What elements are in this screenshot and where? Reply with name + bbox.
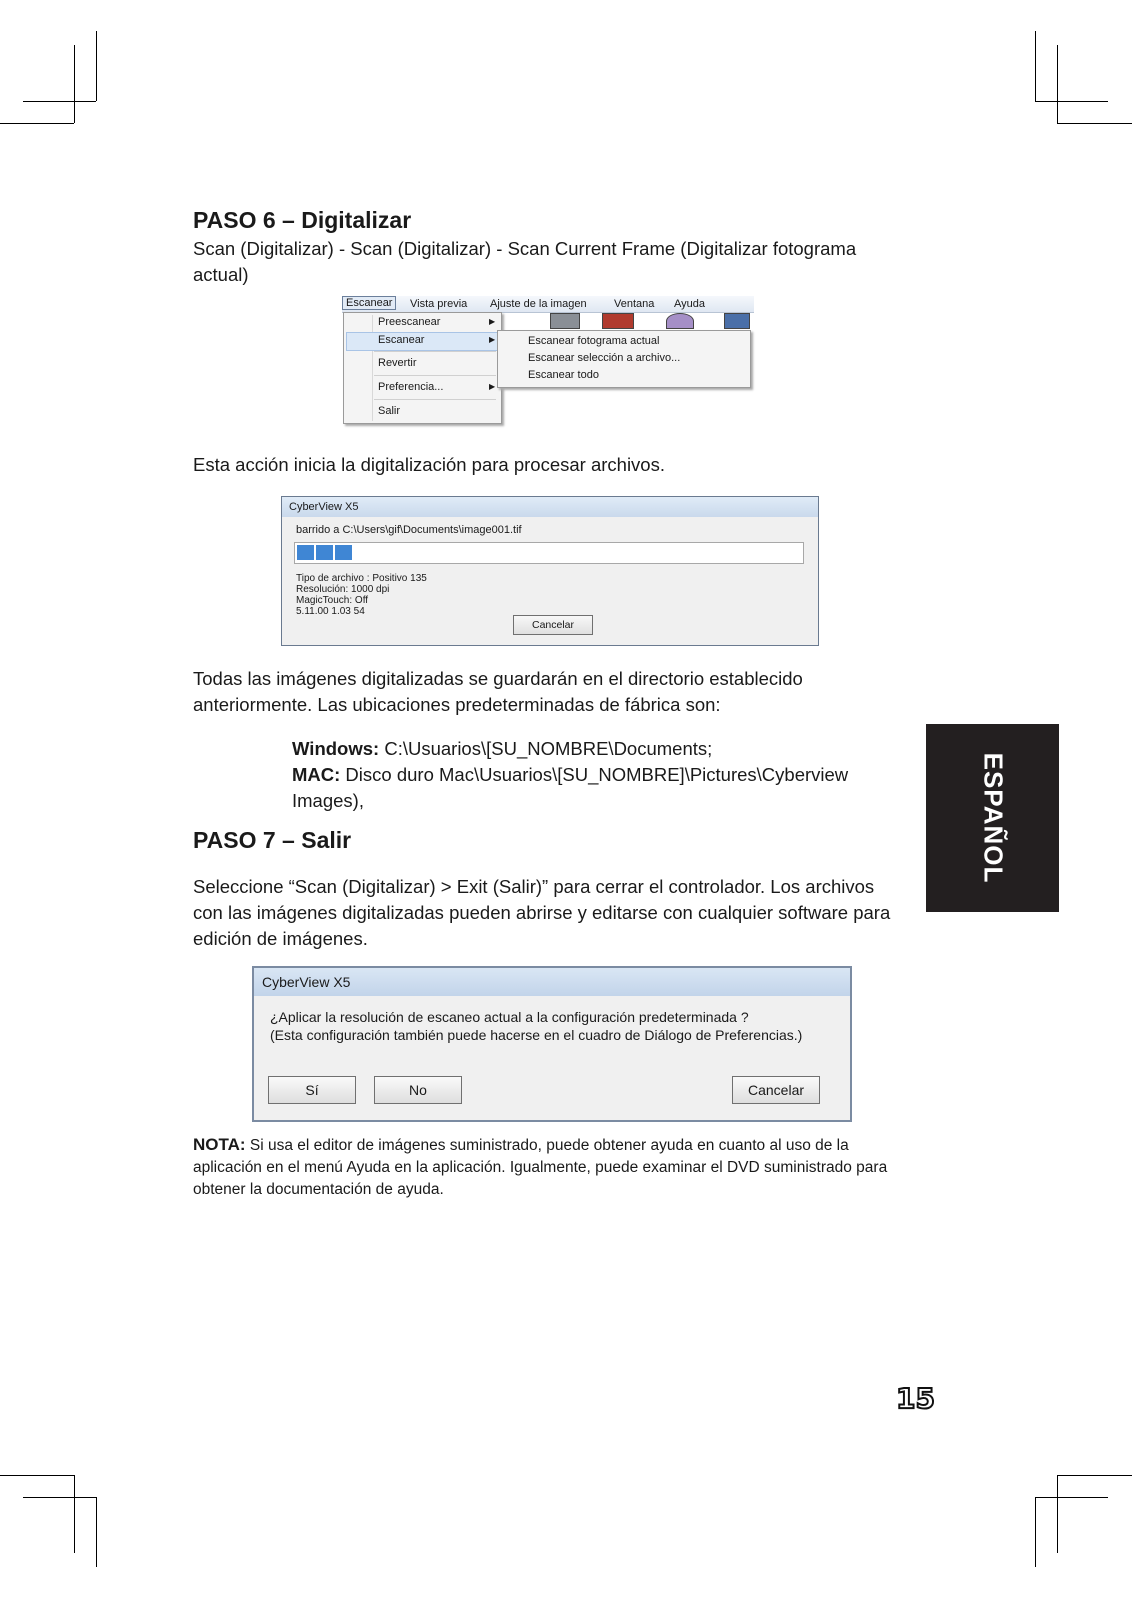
language-tab-label: ESPAÑOL — [978, 752, 1008, 884]
submenu-arrow-icon: ▶ — [489, 317, 496, 326]
dialog-titlebar — [254, 968, 850, 996]
mac-path: Disco duro Mac\Usuarios\[SU_NOMBRE]\Pictures\Cyberview Images), — [292, 764, 849, 811]
windows-location — [292, 736, 912, 762]
menu-ayuda[interactable]: Ayuda — [674, 298, 705, 310]
mac-location — [292, 762, 912, 814]
crop-mark — [0, 1475, 74, 1476]
page-number: 15 — [896, 1382, 935, 1415]
progress-segment — [335, 545, 352, 560]
crop-mark — [23, 101, 96, 102]
scan-path: barrido a C:\Users\gif\Documents\image001.tif — [296, 524, 522, 536]
submenu-item-fotograma-actual[interactable]: Escanear fotograma actual — [528, 335, 660, 347]
crop-mark — [1035, 1497, 1108, 1498]
crop-mark — [1057, 1475, 1132, 1476]
info-resolution: Resolución: 1000 dpi — [296, 584, 390, 595]
menu-item-escanear[interactable]: Escanear — [378, 334, 425, 346]
submenu-item-seleccion-archivo[interactable]: Escanear selección a archivo... — [528, 352, 681, 364]
action-text: Esta acción inicia la digitalización para procesar archivos. — [193, 454, 665, 475]
crop-mark — [1057, 1475, 1058, 1553]
crop-mark — [1035, 1497, 1036, 1567]
dialog-message-line: (Esta configuración también puede hacerse en el cuadro de Diálogo de Preferencias.) — [270, 1027, 803, 1043]
toolbar-icon[interactable] — [550, 313, 580, 329]
progress-segment — [316, 545, 333, 560]
scan-info — [296, 573, 427, 617]
dialog-title: CyberView X5 — [289, 501, 359, 513]
menu-bar — [342, 296, 754, 313]
crop-mark — [23, 1497, 96, 1498]
toolbar-icon[interactable] — [666, 313, 694, 329]
crop-mark — [96, 1497, 97, 1567]
windows-label: Windows: — [292, 738, 380, 759]
language-tab — [926, 724, 1059, 912]
yes-button[interactable]: Sí — [268, 1076, 356, 1104]
dialog-title: CyberView X5 — [262, 974, 351, 990]
no-button[interactable]: No — [374, 1076, 462, 1104]
menu-ajuste-imagen[interactable]: Ajuste de la imagen — [490, 298, 587, 310]
step6-title: PASO 6 – Digitalizar — [193, 207, 412, 233]
dialog-titlebar — [282, 497, 818, 517]
crop-mark — [1057, 45, 1058, 123]
crop-mark — [74, 45, 75, 123]
info-version: 5.11.00 1.03 54 — [296, 606, 365, 617]
crop-mark — [1035, 31, 1036, 101]
note-label: NOTA: — [193, 1135, 246, 1154]
crop-mark — [0, 123, 74, 124]
note — [193, 1134, 913, 1201]
windows-path: C:\Usuarios\[SU_NOMBRE\Documents; — [379, 738, 713, 759]
crop-mark — [1035, 101, 1108, 102]
menu-ventana[interactable]: Ventana — [614, 298, 655, 310]
escanear-dropdown — [343, 312, 502, 424]
info-magictouch: MagicTouch: Off — [296, 595, 369, 606]
submenu-arrow-icon: ▶ — [489, 335, 496, 344]
note-text: Si usa el editor de imágenes suministrado, puede obtener ayuda en cuanto al uso de la aplicación en el menú Ayuda en la aplicación. Igualmente, puede examinar el DVD suministrado para obtener la documentación de ayuda. — [193, 1137, 888, 1198]
progress-bar — [294, 542, 804, 564]
step7-title: PASO 7 – Salir — [193, 827, 352, 853]
menu-vista-previa[interactable]: Vista previa — [410, 298, 468, 310]
default-locations — [292, 736, 912, 814]
toolbar-icon[interactable] — [602, 313, 634, 329]
confirm-dialog — [252, 966, 852, 1122]
scan-menu-screenshot — [342, 296, 754, 426]
cancel-button[interactable]: Cancelar — [513, 615, 593, 635]
cancel-button[interactable]: Cancelar — [732, 1076, 820, 1104]
dialog-message — [270, 1008, 802, 1044]
menu-escanear[interactable]: Escanear — [342, 296, 396, 310]
saved-text: Todas las imágenes digitalizadas se guardarán en el directorio establecido anteriormente. Las ubicaciones predeterminadas de fábrica son: — [193, 668, 803, 715]
menu-item-preescanear[interactable]: Preescanear — [378, 316, 441, 328]
menu-item-revertir[interactable]: Revertir — [378, 357, 417, 369]
mac-label: MAC: — [292, 764, 341, 785]
escanear-submenu — [497, 330, 751, 388]
menu-item-salir[interactable]: Salir — [378, 405, 401, 417]
menu-item-preferencia[interactable]: Preferencia... — [378, 381, 444, 393]
crop-mark — [1057, 123, 1132, 124]
info-file-type: Tipo de archivo : Positivo 135 — [296, 573, 427, 584]
crop-mark — [74, 1475, 75, 1553]
progress-dialog — [281, 496, 819, 646]
toolbar-icon[interactable] — [724, 313, 750, 329]
step7-text: Seleccione “Scan (Digitalizar) > Exit (Salir)” para cerrar el controlador. Los archivos con las imágenes digitalizadas pueden abrirse y editarse con cualquier software para edición de imágenes. — [193, 876, 891, 949]
dialog-message-line: ¿Aplicar la resolución de escaneo actual a la configuración predeterminada ? — [270, 1009, 749, 1025]
submenu-arrow-icon: ▶ — [489, 382, 496, 391]
progress-segment — [297, 545, 314, 560]
submenu-item-escanear-todo[interactable]: Escanear todo — [528, 369, 599, 381]
crop-mark — [96, 31, 97, 101]
step6-subtitle: Scan (Digitalizar) - Scan (Digitalizar) - Scan Current Frame (Digitalizar fotograma actual) — [193, 238, 857, 285]
